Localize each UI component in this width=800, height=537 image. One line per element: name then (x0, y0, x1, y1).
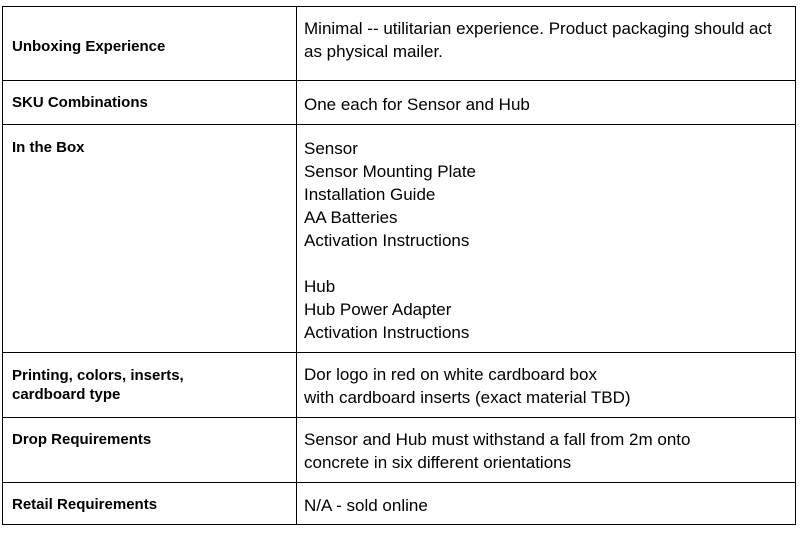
row-label: Drop Requirements (12, 431, 152, 448)
row-label-line: cardboard type (12, 386, 121, 403)
row-label (12, 353, 288, 404)
table-row-in-the-box (3, 125, 796, 353)
row-label-cell (3, 418, 297, 483)
row-value-cell (297, 483, 796, 525)
list-item: Activation Instructions (304, 323, 470, 342)
row-value-line: with cardboard inserts (exact material TBD) (304, 388, 631, 407)
row-value-line: concrete in six different orientations (304, 453, 572, 472)
list-item: Sensor Mounting Plate (304, 162, 476, 181)
table-row-retail-requirements (3, 483, 796, 525)
list-spacer (304, 252, 787, 275)
table-row-sku-combinations (3, 81, 796, 125)
row-value-cell (297, 7, 796, 81)
row-label-cell (3, 7, 297, 81)
row-value: N/A - sold online (304, 496, 428, 515)
row-value-cell (297, 418, 796, 483)
row-label-cell (3, 353, 297, 418)
row-value-line: Dor logo in red on white cardboard box (304, 365, 597, 384)
packaging-spec-table (2, 6, 796, 525)
box-contents-list (304, 125, 787, 344)
row-label-line: Printing, colors, inserts, (12, 367, 184, 384)
table-row-drop-requirements (3, 418, 796, 483)
row-value-line: Sensor and Hub must withstand a fall from 2m onto (304, 430, 691, 449)
list-item: Sensor (304, 139, 358, 158)
row-value: Minimal -- utilitarian experience. Product packaging should act as physical mailer. (304, 19, 772, 61)
row-label-cell (3, 125, 297, 353)
row-value: One each for Sensor and Hub (304, 95, 530, 114)
row-label: Unboxing Experience (12, 38, 166, 55)
list-item: AA Batteries (304, 208, 398, 227)
row-label: In the Box (12, 139, 85, 156)
row-value (304, 353, 787, 409)
row-value-cell (297, 81, 796, 125)
table-row-unboxing-experience (3, 7, 796, 81)
list-item: Hub (304, 277, 336, 296)
list-item: Installation Guide (304, 185, 436, 204)
row-value-cell (297, 353, 796, 418)
row-label: Retail Requirements (12, 496, 158, 513)
row-label: SKU Combinations (12, 94, 148, 111)
row-value (304, 418, 787, 474)
list-item: Hub Power Adapter (304, 300, 452, 319)
row-label-cell (3, 81, 297, 125)
table-row-printing-colors (3, 353, 796, 418)
list-item: Activation Instructions (304, 231, 470, 250)
row-value-cell (297, 125, 796, 353)
row-label-cell (3, 483, 297, 525)
